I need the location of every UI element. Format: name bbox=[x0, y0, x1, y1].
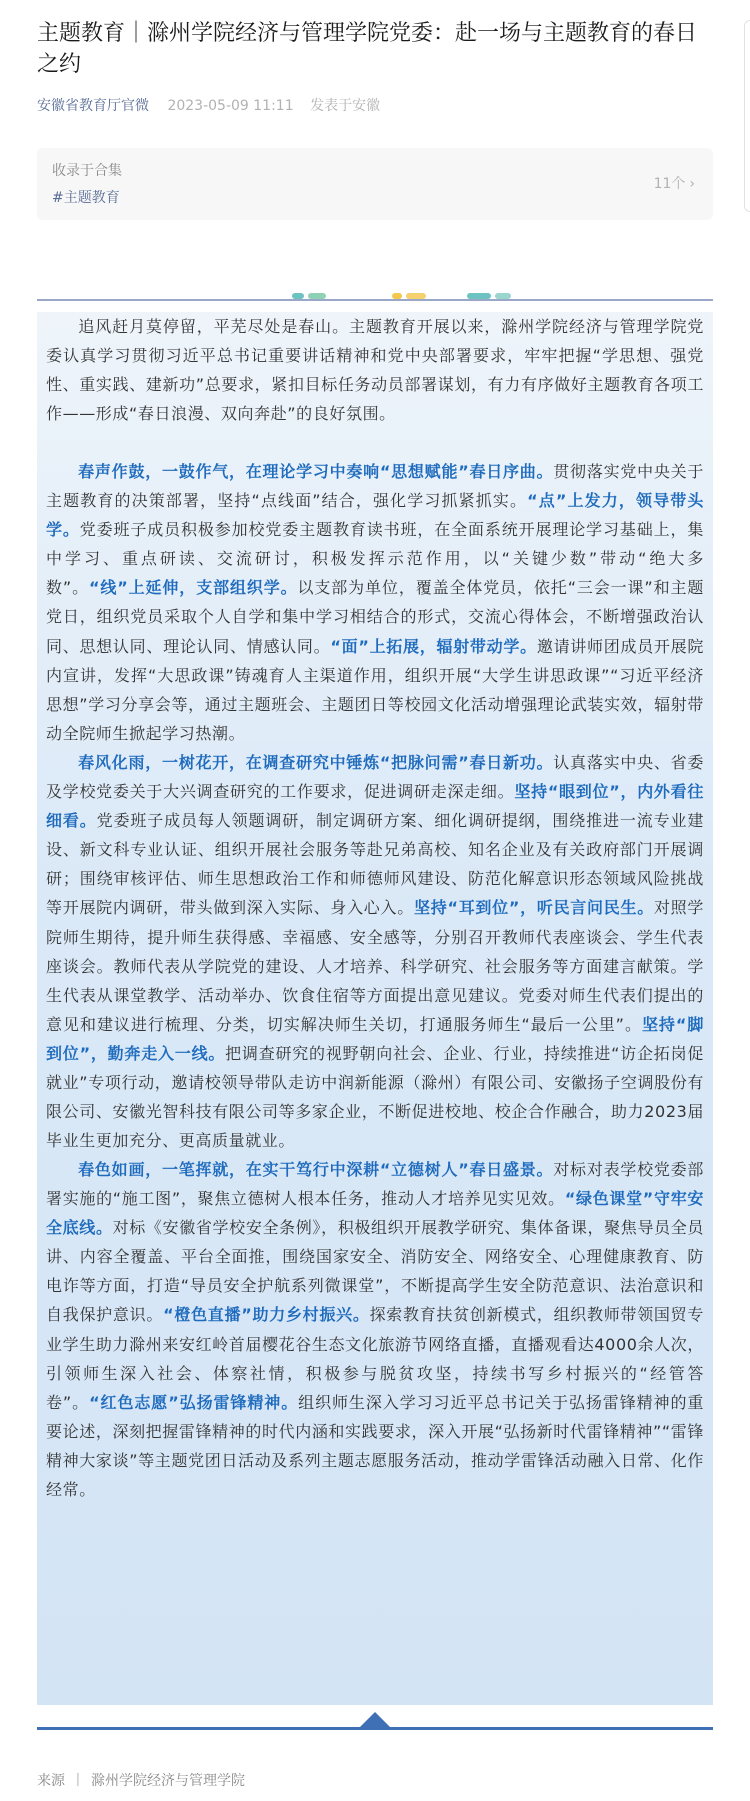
collection-count[interactable] bbox=[654, 173, 695, 193]
highlight-text: 春声作鼓，一鼓作气，在理论学习中奏响“思想赋能”春日序曲。 bbox=[78, 462, 554, 481]
highlight-text: 坚持“眼到位”，内外看往细看。 bbox=[46, 782, 704, 831]
paragraph-theory-study bbox=[46, 457, 704, 748]
highlight-text: 春色如画，一笔挥就，在实干笃行中深耕“立德树人”春日盛景。 bbox=[78, 1160, 554, 1179]
highlight-text: “橙色直播”助力乡村振兴。 bbox=[163, 1305, 370, 1325]
author-link[interactable]: 安徽省教育厅官微 bbox=[37, 98, 149, 114]
paragraph-practice bbox=[46, 1155, 704, 1504]
paragraph-intro bbox=[46, 312, 704, 428]
body-text: 以支部为单位，覆盖全体党员，依托“三会一课”和主题党日，组织党员采取个人自学和集中学习相结合的形式，交流心得体会，不断增强政治认同、思想认同、理论认同、情感认同。 bbox=[46, 578, 704, 656]
header-decoration bbox=[292, 293, 542, 305]
publish-location: 发表于安徽 bbox=[310, 98, 381, 114]
body-text: 党委班子成员每人领题调研，制定调研方案、细化调研提纲，围绕推进一流专业建设、新文科专业认证、组织开展社会服务等赴兄弟高校、知名企业及有关政府部门开展调研；围绕审核评估、师生思想政治工作和师德师风建设、防范化解意识形态领域风险挑战等开展院内调研，带头做到深入实际、身入心入。 bbox=[46, 811, 704, 918]
chevron-right-icon: › bbox=[689, 176, 695, 192]
body-text: 邀请讲师团成员开展院内宣讲，发挥“大思政课”铸魂育人主渠道作用，组织开展“大学生讲思政课”“习近平经济思想”学习分享会等，通过主题班会、主题团日等校园文化活动增强理论武装实效，辐射带动全院师生掀起学习热潮。 bbox=[46, 636, 704, 743]
body-text: 对标对表学校党委部署实施的“施工图”，聚焦立德树人根本任务，推动人才培养见实见效。 bbox=[46, 1160, 704, 1209]
highlight-text: “点”上发力，领导带头学。 bbox=[46, 491, 704, 540]
collection-tag[interactable]: #主题教育 bbox=[52, 190, 120, 206]
footer-decoration-triangle bbox=[360, 1712, 390, 1727]
collection-card[interactable] bbox=[37, 148, 713, 220]
body-text: 对照学院师生期待，提升师生获得感、幸福感、安全感等，分别召开教师代表座谈会、学生代表座谈会。教师代表从学院党的建设、人才培养、科学研究、社会服务等方面建言献策。学生代表从课堂教学、活动举办、饮食住宿等方面提出意见建议。党委对师生代表们提出的意见和建议进行梳理、分类，切实解决师生关切，打通服务师生“最后一公里”。 bbox=[46, 898, 704, 1034]
body-text: 党委班子成员积极参加校党委主题教育读书班，在全面系统开展理论学习基础上，集中学习、重点研读、交流研讨，积极发挥示范作用，以“关键少数”带动“绝大多数”。 bbox=[46, 520, 705, 598]
highlight-text: “线”上延伸，支部组织学。 bbox=[88, 578, 298, 598]
body-text: 对标《安徽省学校安全条例》，积极组织开展教学研究、集体备课，聚焦导员全员讲、内容全覆盖、平台全面推，围绕国家安全、消防安全、网络安全、心理健康教育、防电诈等方面，打造“导员安全护航系列微课堂”，不断提高学生安全防范意识、法治意识和自我保护意识。 bbox=[46, 1218, 704, 1325]
highlight-text: “面”上拓展，辐射带动学。 bbox=[330, 636, 537, 656]
collection-label: 收录于合集 bbox=[52, 163, 122, 179]
highlight-text: 春风化雨，一树花开，在调查研究中锤炼“把脉问需”春日新功。 bbox=[78, 753, 554, 772]
body-text: 组织师生深入学习习近平总书记关于弘扬雷锋精神的重要论述，深刻把握雷锋精神的时代内涵和实践要求，深入开展“弘扬新时代雷锋精神”“雷锋精神大家谈”等主题党团日活动及系列主题志愿服务活动，推动学雷锋活动融入日常、化作经常。 bbox=[46, 1392, 705, 1500]
body-text: 贯彻落实党中央关于主题教育的决策部署，坚持“点线面”结合，强化学习抓紧抓实。 bbox=[46, 462, 704, 511]
body-text: 把调查研究的视野朝向社会、企业、行业，持续推进“访企拓岗促就业”专项行动，邀请校领导带队走访中润新能源（滁州）有限公司、安徽扬子空调股份有限公司、安徽光智科技有限公司等多家企业，不断促进校地、校企合作融合，助力2023届毕业生更加充分、更高质量就业。 bbox=[46, 1043, 704, 1151]
highlight-text: “红色志愿”弘扬雷锋精神。 bbox=[89, 1392, 299, 1412]
body-text: 追风赶月莫停留，平芜尽处是春山。主题教育开展以来，滁州学院经济与管理学院党委认真学习贯彻习近平总书记重要讲话精神和党中央部署要求，牢牢把握“学思想、强党性、重实践、建新功”总要求，紧扣目标任务动员部署谋划，有力有序做好主题教育各项工作——形成“春日浪漫、双向奔赴”的良好氛围。 bbox=[46, 317, 704, 424]
collection-count-text: 11个 bbox=[653, 176, 686, 192]
source-line bbox=[37, 1770, 245, 1790]
publish-date: 2023-05-09 11:11 bbox=[167, 98, 294, 114]
article-meta bbox=[37, 96, 380, 116]
article-body bbox=[37, 312, 713, 1705]
footer-divider bbox=[37, 1727, 713, 1730]
highlight-text: “绿色课堂”守牢安全底线。 bbox=[46, 1189, 705, 1238]
source-label: 来源 bbox=[37, 1773, 65, 1789]
source-name: 滁州学院经济与管理学院 bbox=[91, 1773, 245, 1789]
highlight-text: 坚持“脚到位”，勤奔走入一线。 bbox=[46, 1014, 704, 1063]
side-panel-edge bbox=[744, 20, 750, 212]
body-text: 认真落实中央、省委及学校党委关于大兴调查研究的工作要求，促进调研走深走细。 bbox=[46, 753, 704, 802]
article-title: 主题教育｜滁州学院经济与管理学院党委：赴一场与主题教育的春日之约 bbox=[37, 21, 698, 77]
body-text: 探索教育扶贫创新模式，组织教师带领国贸专业学生助力滁州来安红岭首届樱花谷生态文化旅游节网络直播，直播观看达4000余人次，引领师生深入社会、体察社情，积极参与脱贫攻坚，持续书写乡村振兴的“经管答卷”。 bbox=[46, 1305, 704, 1412]
source-separator: 丨 bbox=[71, 1773, 85, 1789]
highlight-text: 坚持“耳到位”，听民言问民生。 bbox=[414, 898, 654, 918]
paragraph-research bbox=[46, 748, 704, 1155]
